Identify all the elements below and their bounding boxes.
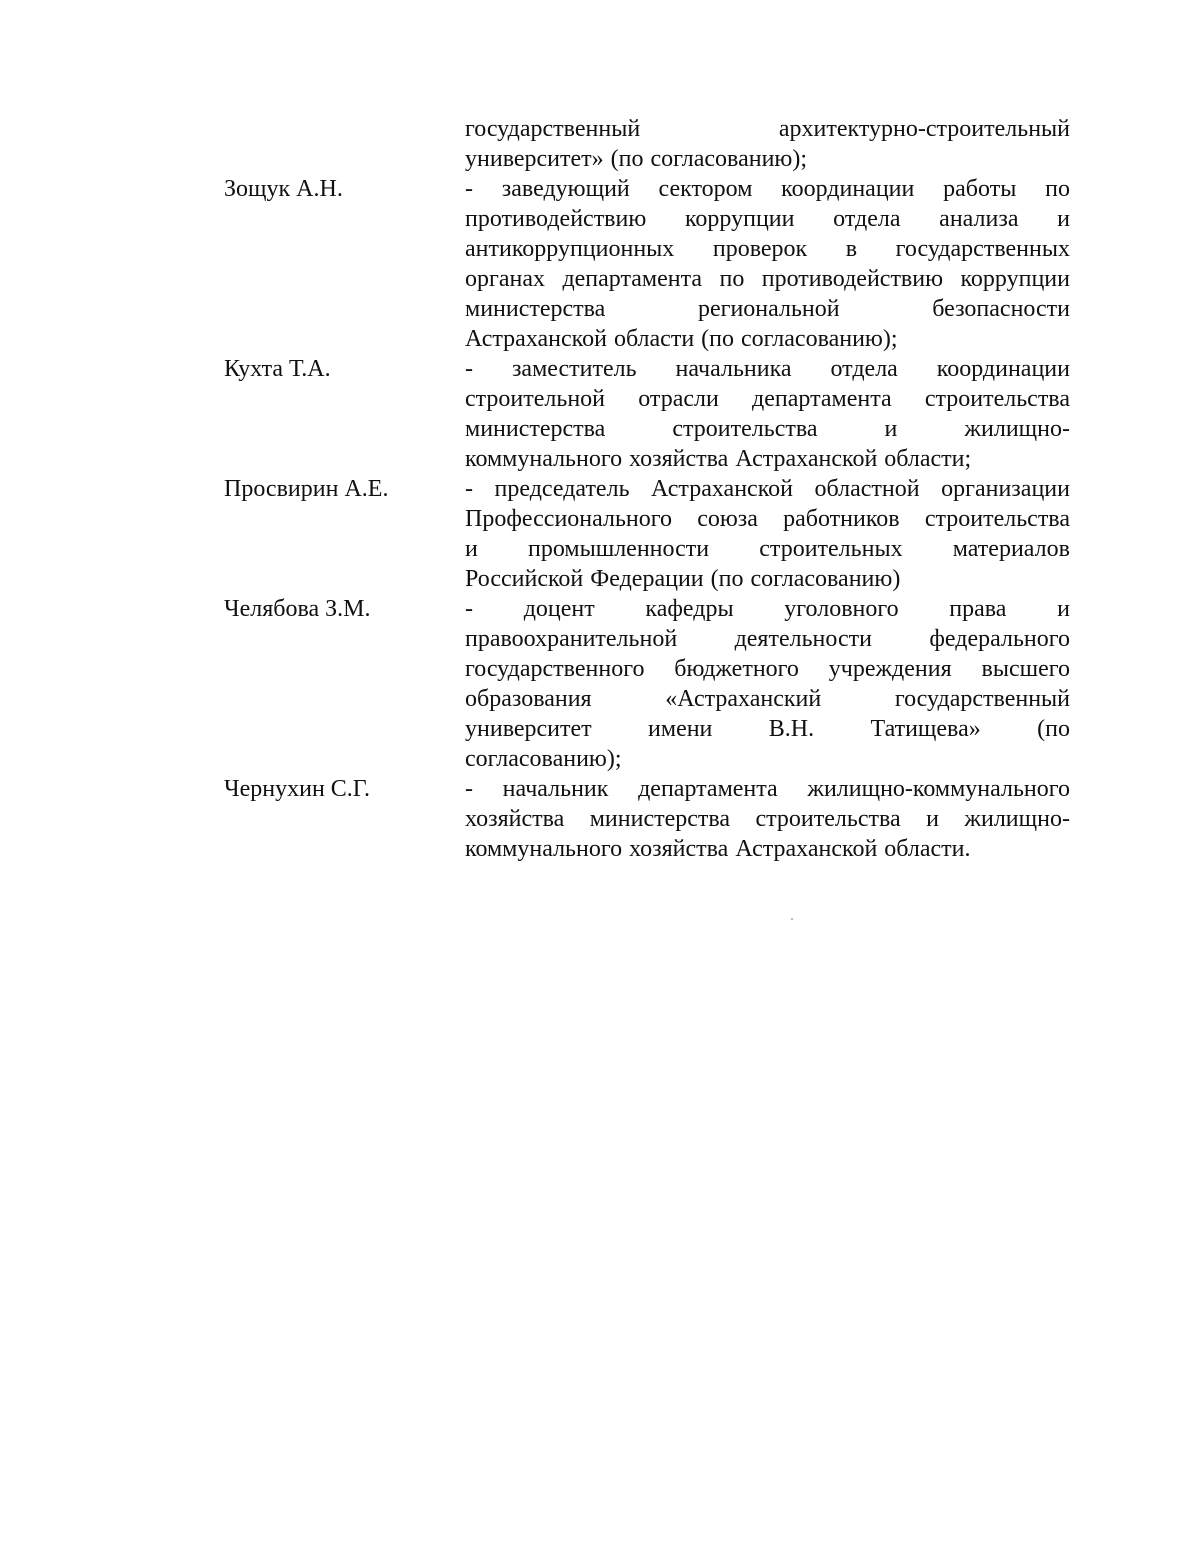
word: (по — [1037, 716, 1070, 742]
member-position — [465, 594, 1070, 774]
member-row — [224, 774, 1070, 864]
word: строительства — [924, 506, 1070, 532]
text-line — [465, 744, 1070, 774]
member-position — [465, 174, 1070, 354]
word: федерального — [929, 626, 1070, 652]
scan-speck — [791, 918, 793, 920]
word: коммунального — [465, 446, 623, 472]
member-position — [465, 774, 1070, 864]
member-name: Чернухин С.Г. — [224, 776, 370, 802]
word: Астраханской — [735, 446, 878, 472]
word: строительных — [759, 536, 903, 562]
word: антикоррупционных — [465, 236, 675, 262]
word: коррупции — [684, 206, 795, 232]
word: уголовного — [784, 596, 899, 622]
word: коммунального — [465, 836, 623, 862]
word: отдела — [833, 206, 901, 232]
text-line — [465, 624, 1070, 654]
member-row — [224, 354, 1070, 474]
word: заместитель — [511, 356, 637, 382]
member-name: Кухта Т.А. — [224, 356, 331, 382]
word: отрасли — [638, 386, 719, 412]
word: начальник — [502, 776, 609, 802]
text-line — [465, 564, 1070, 594]
word: бюджетного — [674, 656, 799, 682]
word: (по — [701, 326, 735, 352]
word: - — [465, 476, 473, 502]
member-name: Просвирин А.Е. — [224, 476, 389, 502]
word: организации — [941, 476, 1070, 502]
text-line — [465, 474, 1070, 504]
word: коррупции — [960, 266, 1070, 292]
text-line — [465, 144, 1070, 174]
word: отдела — [830, 356, 898, 382]
word: области. — [884, 836, 971, 862]
commission-member-list — [224, 114, 1070, 864]
word: строительства — [924, 386, 1070, 412]
word: согласованию) — [750, 566, 901, 592]
text-line — [465, 234, 1070, 264]
member-row — [224, 594, 1070, 774]
member-name: Челябова З.М. — [224, 596, 371, 622]
word: работы — [943, 176, 1017, 202]
word: высшего — [981, 656, 1070, 682]
word: департамента — [562, 266, 703, 292]
word: жилищно-коммунального — [807, 776, 1070, 802]
word: архитектурно-строительный — [778, 116, 1070, 142]
text-line — [465, 774, 1070, 804]
text-line — [465, 264, 1070, 294]
word: по — [1045, 176, 1070, 202]
word: Российской — [465, 566, 584, 592]
word: имени — [648, 716, 713, 742]
text-line — [465, 204, 1070, 234]
word: доцент — [523, 596, 595, 622]
text-line — [465, 384, 1070, 414]
member-row — [224, 174, 1070, 354]
word: промышленности — [528, 536, 710, 562]
word: согласованию); — [465, 746, 622, 772]
word: министерства — [589, 806, 731, 832]
word: союза — [697, 506, 758, 532]
word: государственный — [894, 686, 1070, 712]
word: координации — [781, 176, 915, 202]
word: Астраханской — [651, 476, 793, 502]
text-line — [465, 354, 1070, 384]
member-position — [465, 474, 1070, 594]
word: (по — [610, 146, 644, 172]
word: правоохранительной — [465, 626, 678, 652]
text-line — [465, 594, 1070, 624]
word: кафедры — [645, 596, 734, 622]
word: председатель — [494, 476, 630, 502]
word: работников — [783, 506, 900, 532]
word: жилищно- — [964, 806, 1070, 832]
word: В.Н. — [768, 716, 815, 742]
text-line — [465, 294, 1070, 324]
word: материалов — [952, 536, 1070, 562]
word: и — [465, 536, 478, 562]
word: министерства — [465, 416, 606, 442]
word: строительства — [755, 806, 901, 832]
text-line — [465, 804, 1070, 834]
member-row — [224, 474, 1070, 594]
word: «Астраханский — [665, 686, 822, 712]
word: в — [845, 236, 858, 262]
word: университет — [465, 716, 592, 742]
word: департамента — [752, 386, 892, 412]
word: Профессионального — [465, 506, 672, 532]
text-line — [465, 834, 1070, 864]
text-line — [465, 174, 1070, 204]
word: строительства — [672, 416, 818, 442]
text-line — [465, 414, 1070, 444]
word: и — [1057, 206, 1070, 232]
word: безопасности — [932, 296, 1070, 322]
word: Татищева» — [870, 716, 981, 742]
word: образования — [465, 686, 592, 712]
text-line — [465, 654, 1070, 684]
word: противодействию — [761, 266, 944, 292]
word: жилищно- — [964, 416, 1070, 442]
word: и — [926, 806, 939, 832]
word: государственного — [465, 656, 645, 682]
text-line — [465, 324, 1070, 354]
word: сектором — [658, 176, 753, 202]
word: учреждения — [828, 656, 952, 682]
word: областной — [814, 476, 920, 502]
word: государственный — [465, 116, 641, 142]
text-line — [465, 444, 1070, 474]
intro-continuation — [224, 114, 1070, 174]
text-line — [465, 684, 1070, 714]
word: права — [949, 596, 1007, 622]
word: и — [1057, 596, 1070, 622]
member-name: Зощук А.Н. — [224, 176, 343, 202]
word: согласованию); — [650, 146, 808, 172]
word: по — [719, 266, 745, 292]
member-position — [465, 354, 1070, 474]
word: - — [465, 596, 473, 622]
word: и — [884, 416, 898, 442]
word: региональной — [697, 296, 840, 322]
word: начальника — [675, 356, 792, 382]
word: строительной — [465, 386, 606, 412]
word: Астраханской — [465, 326, 607, 352]
word: хозяйства — [465, 806, 565, 832]
word: согласованию); — [741, 326, 898, 352]
word: - — [465, 776, 473, 802]
word: - — [465, 176, 473, 202]
word: проверок — [712, 236, 808, 262]
word: анализа — [939, 206, 1019, 232]
word: органах — [465, 266, 545, 292]
word: противодействию — [465, 206, 647, 232]
word: министерства — [465, 296, 606, 322]
word: заведующий — [501, 176, 630, 202]
word: области; — [884, 446, 972, 472]
text-line — [465, 534, 1070, 564]
word: Астраханской — [735, 836, 878, 862]
word: координации — [936, 356, 1070, 382]
word: департамента — [638, 776, 778, 802]
text-line — [465, 114, 1070, 144]
word: хозяйства — [629, 836, 729, 862]
word: (по — [710, 566, 744, 592]
word: - — [465, 356, 473, 382]
text-line — [465, 714, 1070, 744]
text-line — [465, 504, 1070, 534]
word: области — [613, 326, 695, 352]
word: университет» — [465, 146, 604, 172]
word: государственных — [895, 236, 1070, 262]
intro-text — [465, 114, 1070, 174]
word: Федерации — [590, 566, 704, 592]
word: хозяйства — [629, 446, 729, 472]
word: деятельности — [734, 626, 872, 652]
